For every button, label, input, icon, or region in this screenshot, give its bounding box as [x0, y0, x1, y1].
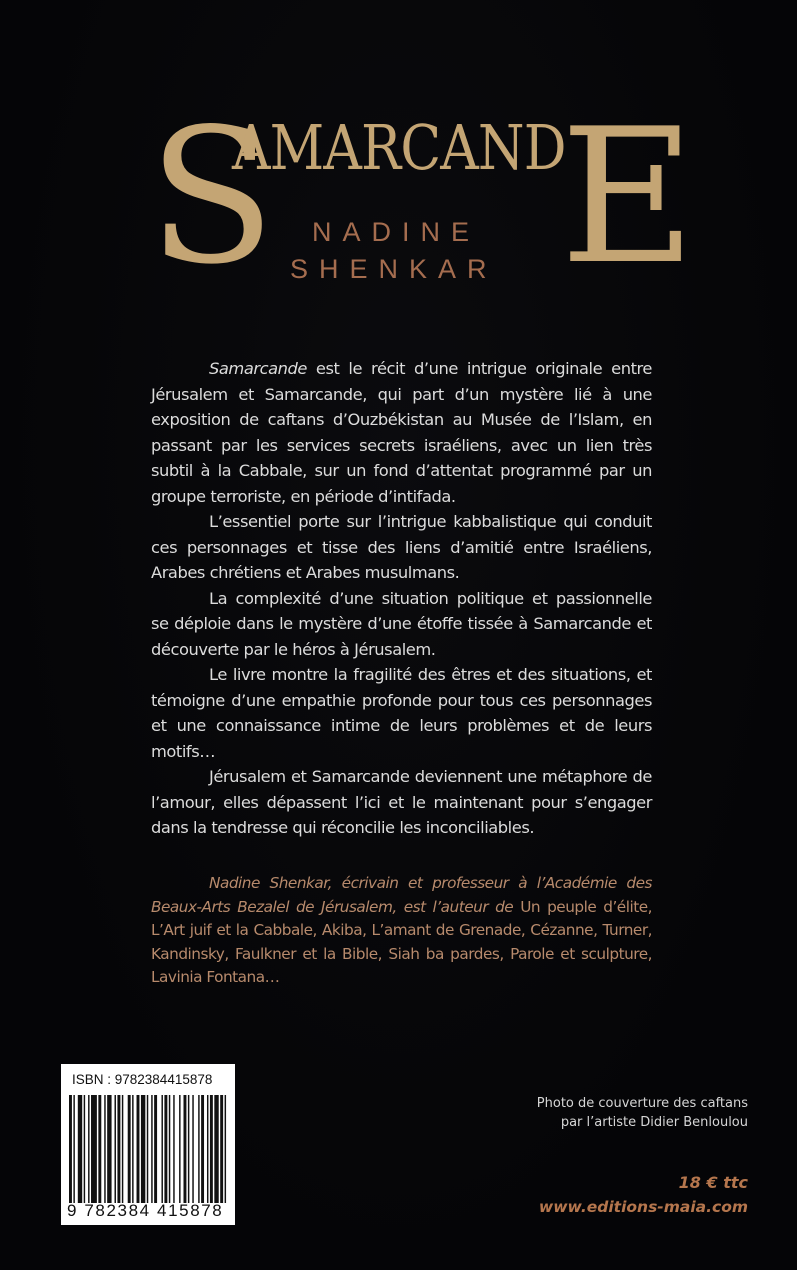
blurb-text: est le récit d’une intrigue originale entre Jérusalem et Samarcande, qui part d’un mystère lié à une exposition de caftans d’Ouzbékistan au Musée de l’Islam, en passant par les services secrets israéliens, avec un lien très subtil à la Cabbale, sur un fond d’attentat programmé par un groupe terroriste, en période d’intifada. [151, 359, 652, 506]
credits-line: Photo de couverture des caftans [536, 1096, 748, 1111]
blurb-paragraph: Jérusalem et Samarcande deviennent une métaphore de l’amour, elles dépassent l’ici et le maintenant pour s’engager dans la tendresse qui réconcilie les inconciliables. [151, 767, 652, 837]
author-first-name: NADINE [312, 217, 481, 247]
barcode-bar [141, 1095, 145, 1203]
barcode-bar [137, 1095, 140, 1203]
barcode-bar [69, 1095, 72, 1203]
blurb-paragraph [151, 356, 652, 509]
bio-intro: Nadine Shenkar, écrivain et professeur à l’Académie des Beaux-Arts Bezalel de Jérusalem, est l’auteur de [151, 874, 652, 916]
blurb-paragraph: Le livre montre la fragilité des êtres et des situations, et témoigne d’une empathie profonde pour tous ces personnages et une connaissance intime de leurs problèmes et de leurs motifs… [151, 665, 652, 761]
isbn-barcode [61, 1064, 235, 1225]
barcode-bar [192, 1095, 193, 1203]
barcode-bar [179, 1095, 180, 1203]
barcode-bar [147, 1095, 148, 1203]
barcode-bar [169, 1095, 170, 1203]
barcode-bar [225, 1095, 226, 1203]
bio-works: Un peuple d’élite, L’Art juif et la Cabbale, Akiba, L’amant de Grenade, Cézanne, Turner, Kandinsky, Faulkner et la Bible, Siah ba pardes, Parole et sculpture, Lavinia Fontana… [151, 897, 652, 986]
barcode-bar [98, 1095, 101, 1203]
barcode-bar [91, 1095, 97, 1203]
credits-line: par l’artiste Didier Benloulou [560, 1115, 748, 1130]
barcode-bar [78, 1095, 82, 1203]
barcode-bars [69, 1095, 229, 1203]
barcode-bar [84, 1095, 85, 1203]
blurb-title-italic: Samarcande [209, 359, 307, 378]
author-bio [151, 872, 652, 990]
title-final-letter: E [560, 88, 696, 305]
barcode-bar [164, 1095, 167, 1203]
title-initial-letter: S [148, 88, 276, 305]
barcode-bar [207, 1095, 208, 1203]
barcode-bar [115, 1095, 116, 1203]
barcode-bar [104, 1095, 105, 1203]
barcode-bar [201, 1095, 204, 1203]
blurb-paragraph: L’essentiel porte sur l’intrigue kabbalistique qui conduit ces personnages et tisse des liens d’amitié entre Israéliens, Arabes chrétiens et Arabes musulmans. [151, 512, 652, 582]
barcode-bar [183, 1095, 186, 1203]
barcode-bar [88, 1095, 89, 1203]
barcode-bar [210, 1095, 213, 1203]
barcode-bar [188, 1095, 189, 1203]
blurb-paragraph: La complexité d’une situation politique et passionnelle se déploie dans le mystère d’une étoffe tissée à Samarcande et découverte par le héros à Jérusalem. [151, 588, 652, 659]
barcode-bar [107, 1095, 111, 1203]
price-label: 18 € ttc [678, 1173, 748, 1192]
barcode-bar [122, 1095, 123, 1203]
book-blurb [151, 356, 652, 841]
barcode-bar [220, 1095, 223, 1203]
publisher-website: www.editions-maia.com [538, 1198, 748, 1216]
author-last-name: SHENKAR [290, 254, 498, 284]
barcode-bar [132, 1095, 133, 1203]
barcode-bar [198, 1095, 199, 1203]
isbn-label: ISBN : 9782384415878 [72, 1072, 213, 1087]
barcode-bar [161, 1095, 162, 1203]
barcode-bar [151, 1095, 152, 1203]
title-middle-text: AMARCAND [232, 111, 566, 184]
barcode-bar [154, 1095, 157, 1203]
barcode-bar [214, 1095, 218, 1203]
barcode-bar [128, 1095, 131, 1203]
barcode-bar [117, 1095, 120, 1203]
barcode-bar [173, 1095, 174, 1203]
barcode-digits: 9 782384 415878 [67, 1201, 224, 1220]
photo-credits [448, 1094, 748, 1132]
barcode-bar [73, 1095, 74, 1203]
